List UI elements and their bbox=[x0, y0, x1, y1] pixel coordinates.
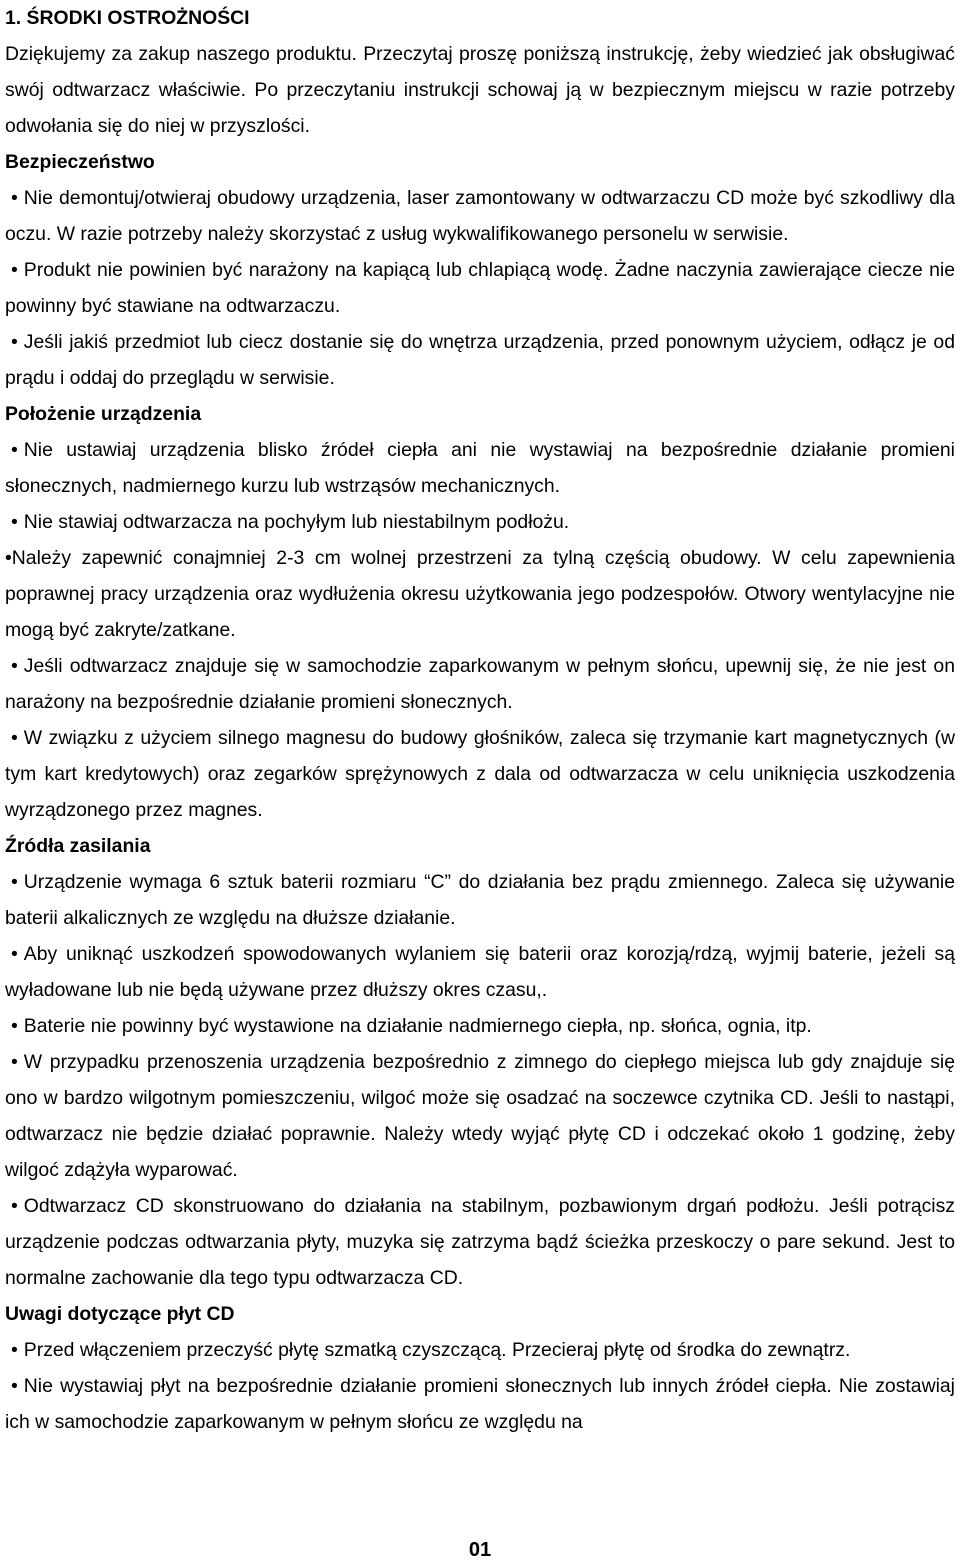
list-item bbox=[5, 864, 955, 936]
list-item-text: Jeśli jakiś przedmiot lub ciecz dostanie się do wnętrza urządzenia, przed ponownym użyciem, odłącz je od prądu i oddaj do przeglądu w serwisie. bbox=[5, 331, 955, 389]
list-item bbox=[5, 648, 955, 720]
bullet-icon: • bbox=[5, 547, 12, 569]
bullet-icon: • bbox=[11, 511, 18, 533]
list-item bbox=[5, 432, 955, 504]
list-item bbox=[5, 1368, 955, 1440]
bullet-icon: • bbox=[11, 727, 18, 749]
list-item bbox=[5, 504, 955, 540]
bullet-icon: • bbox=[11, 655, 18, 677]
bullet-icon: • bbox=[11, 1015, 18, 1037]
list-item-text: Przed włączeniem przeczyść płytę szmatką czyszczącą. Przecieraj płytę od środka do zewnątrz. bbox=[23, 1339, 851, 1361]
list-item-text: Nie demontuj/otwieraj obudowy urządzenia, laser zamontowany w odtwarzaczu CD może być szkodliwy dla oczu. W razie potrzeby należy skorzystać z usług wykwalifikowanego personelu w serwisie. bbox=[5, 187, 955, 245]
document-page bbox=[5, 0, 955, 1440]
list-item-text: W związku z użyciem silnego magnesu do budowy głośników, zaleca się trzymanie kart magnetycznych (w tym kart kredytowych) oraz zegarków sprężynowych z dala od odtwarzacza w celu uniknięcia uszkodzenia wyrządzonego przez magnes. bbox=[5, 727, 955, 821]
list-item bbox=[5, 1188, 955, 1296]
list-item bbox=[5, 324, 955, 396]
heading-safety: Bezpieczeństwo bbox=[5, 151, 155, 173]
bullet-icon: • bbox=[11, 871, 18, 893]
list-item bbox=[5, 1008, 955, 1044]
heading-placement: Położenie urządzenia bbox=[5, 403, 202, 425]
intro-paragraph: Dziękujemy za zakup naszego produktu. Przeczytaj proszę poniższą instrukcję, żeby wiedzieć jak obsługiwać swój odtwarzacz właściwie. Po przeczytaniu instrukcji schowaj ją w bezpiecznym miejscu w razie potrzeby odwołania się do niej w przyszlości. bbox=[5, 43, 955, 137]
list-item bbox=[5, 540, 955, 648]
page-number: 01 bbox=[468, 1539, 492, 1561]
list-item-text: Odtwarzacz CD skonstruowano do działania na stabilnym, pozbawionym drgań podłożu. Jeśli potrącisz urządzenie podczas odtwarzania płyty, muzyka się zatrzyma bądź ścieżka przeskoczy o pare sekund. Jest to normalne zachowanie dla tego typu odtwarzacza CD. bbox=[5, 1195, 955, 1289]
bullet-icon: • bbox=[11, 1195, 18, 1217]
list-item-text: W przypadku przenoszenia urządzenia bezpośrednio z zimnego do ciepłego miejsca lub gdy znajduje się ono w bardzo wilgotnym pomieszczeniu, wilgoć może się osadzać na soczewce czytnika CD. Jeśli to nastąpi, odtwarzacz nie będzie działać poprawnie. Należy wtedy wyjąć płytę CD i odczekać około 1 godzinę, żeby wilgoć zdążyła wyparować. bbox=[5, 1051, 955, 1181]
section-title: 1. ŚRODKI OSTROŻNOŚCI bbox=[5, 7, 250, 29]
bullet-icon: • bbox=[11, 1375, 18, 1397]
bullet-icon: • bbox=[11, 1339, 18, 1361]
list-item-text: Aby uniknąć uszkodzeń spowodowanych wylaniem się baterii oraz korozją/rdzą, wyjmij baterie, jeżeli są wyładowane lub nie będą używane przez dłuższy okres czasu,. bbox=[5, 943, 955, 1001]
list-item bbox=[5, 180, 955, 252]
list-item bbox=[5, 1332, 955, 1368]
list-item bbox=[5, 936, 955, 1008]
bullet-icon: • bbox=[11, 439, 18, 461]
list-item bbox=[5, 252, 955, 324]
list-item-text: Nie ustawiaj urządzenia blisko źródeł ciepła ani nie wystawiaj na bezpośrednie działanie promieni słonecznych, nadmiernego kurzu lub wstrząsów mechanicznych. bbox=[5, 439, 955, 497]
list-item bbox=[5, 1044, 955, 1188]
list-item-text: Jeśli odtwarzacz znajduje się w samochodzie zaparkowanym w pełnym słońcu, upewnij się, że nie jest on narażony na bezpośrednie działanie promieni słonecznych. bbox=[5, 655, 955, 713]
heading-cd-notes: Uwagi dotyczące płyt CD bbox=[5, 1303, 235, 1325]
bullet-icon: • bbox=[11, 331, 18, 353]
bullet-icon: • bbox=[11, 1051, 18, 1073]
list-item-text: Należy zapewnić conajmniej 2-3 cm wolnej przestrzeni za tylną częścią obudowy. W celu zapewnienia poprawnej pracy urządzenia oraz wydłużenia okresu użytkowania jego podzespołów. Otwory wentylacyjne nie mogą być zakryte/zatkane. bbox=[5, 547, 955, 641]
list-item-text: Nie stawiaj odtwarzacza na pochyłym lub niestabilnym podłożu. bbox=[23, 511, 570, 533]
list-item-text: Produkt nie powinien być narażony na kapiącą lub chlapiącą wodę. Żadne naczynia zawierające ciecze nie powinny być stawiane na odtwarzaczu. bbox=[5, 259, 955, 317]
list-item bbox=[5, 720, 955, 828]
list-item-text: Urządzenie wymaga 6 sztuk baterii rozmiaru “C” do działania bez prądu zmiennego. Zaleca się używanie baterii alkalicznych ze względu na dłuższe działanie. bbox=[5, 871, 955, 929]
list-item-text: Nie wystawiaj płyt na bezpośrednie działanie promieni słonecznych lub innych źródeł ciepła. Nie zostawiaj ich w samochodzie zaparkowanym w pełnym słońcu ze względu na bbox=[5, 1375, 955, 1433]
bullet-icon: • bbox=[11, 187, 18, 209]
bullet-icon: • bbox=[11, 943, 18, 965]
heading-power: Źródła zasilania bbox=[5, 835, 151, 857]
bullet-icon: • bbox=[11, 259, 18, 281]
list-item-text: Baterie nie powinny być wystawione na działanie nadmiernego ciepła, np. słońca, ognia, itp. bbox=[23, 1015, 812, 1037]
